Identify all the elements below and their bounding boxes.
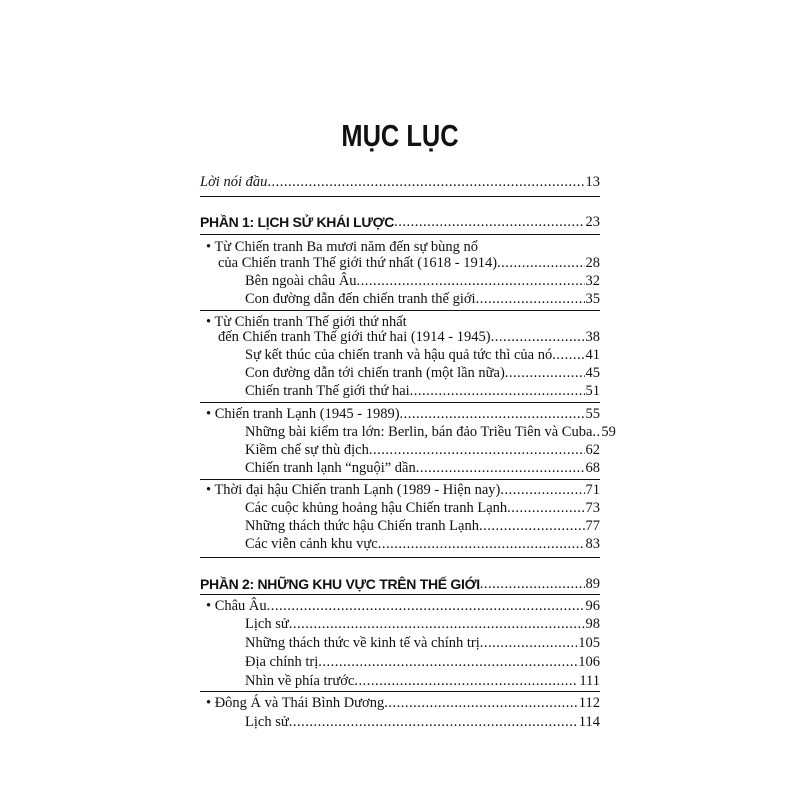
toc-subentry	[245, 499, 600, 517]
toc-subentry	[245, 634, 600, 652]
toc-page-number: 38	[585, 329, 600, 345]
toc-page-number: 106	[578, 654, 600, 670]
toc-subentry	[245, 441, 600, 459]
toc-entry-label: Chiến tranh Thế giới thứ hai	[245, 383, 410, 399]
toc-entry-label: Chiến tranh lạnh “nguội” dần	[245, 460, 416, 476]
divider	[200, 234, 600, 235]
toc-entry-preface	[200, 173, 600, 191]
toc-section-2	[218, 328, 600, 346]
toc-entry-label: Lời nói đầu	[200, 174, 268, 190]
leader-dots	[318, 653, 577, 671]
toc-page-number: 73	[585, 500, 600, 516]
toc-entry-label: Lịch sử	[245, 714, 289, 730]
toc-page	[200, 0, 616, 807]
toc-entry-label: Kiềm chế sự thù địch	[245, 442, 369, 458]
part-heading: PHẦN 1: LỊCH SỬ KHÁI LƯỢC	[200, 214, 395, 230]
toc-page-number: 45	[585, 365, 600, 381]
toc-page-number: 62	[585, 442, 600, 458]
toc-part-2	[200, 575, 600, 593]
divider	[200, 594, 600, 595]
toc-entry-label: • Chiến tranh Lạnh (1945 - 1989)	[206, 406, 400, 422]
toc-subentry	[245, 615, 600, 633]
toc-entry-label: Con đường dẫn đến chiến tranh thế giới	[245, 291, 476, 307]
toc-section-heading: • Từ Chiến tranh Ba mươi năm đến sự bùng nổ	[206, 239, 479, 255]
leader-dots	[497, 254, 584, 272]
toc-page-number: 28	[585, 255, 600, 271]
toc-page-number: 68	[585, 460, 600, 476]
toc-subentry	[245, 672, 600, 690]
toc-page-number: 83	[585, 536, 600, 552]
toc-entry-label: Những bài kiểm tra lớn: Berlin, bán đảo Triều Tiên và Cuba	[245, 424, 593, 440]
divider	[200, 310, 600, 311]
leader-dots	[369, 441, 585, 459]
toc-page-number: 51	[585, 383, 600, 399]
leader-dots	[480, 575, 585, 593]
leader-dots	[354, 672, 578, 690]
toc-subentry	[245, 346, 600, 364]
toc-subentry	[245, 653, 600, 671]
leader-dots	[289, 713, 578, 731]
toc-page-number: 77	[585, 518, 600, 534]
toc-entry-label: • Thời đại hậu Chiến tranh Lạnh (1989 - Hiện nay)	[206, 482, 501, 498]
toc-page-number: 96	[585, 598, 600, 614]
toc-entry-label: Sự kết thúc của chiến tranh và hậu quả tức thì của nó	[245, 347, 553, 363]
leader-dots	[500, 481, 584, 499]
toc-entry-label: • Châu Âu	[206, 598, 267, 614]
toc-section-3	[206, 405, 600, 423]
toc-page-number: 111	[579, 673, 600, 689]
divider	[200, 691, 600, 692]
toc-entry-label: Con đường dẫn tới chiến tranh (một lần nữa)	[245, 365, 505, 381]
toc-subentry	[245, 535, 600, 553]
toc-page-number: 98	[585, 616, 600, 632]
toc-page-number: 71	[585, 482, 600, 498]
toc-entry-label: Lịch sử	[245, 616, 289, 632]
leader-dots	[289, 615, 585, 633]
toc-page-number: 105	[578, 635, 600, 651]
toc-subentry	[245, 272, 600, 290]
toc-section-europe	[206, 597, 600, 615]
leader-dots	[592, 423, 600, 441]
toc-entry-label: Nhìn về phía trước	[245, 673, 355, 689]
leader-dots	[416, 459, 585, 477]
toc-page-number: 89	[585, 576, 600, 592]
toc-entry-label: Địa chính trị	[245, 654, 319, 670]
divider	[200, 557, 600, 558]
leader-dots	[552, 346, 584, 364]
leader-dots	[479, 517, 585, 535]
toc-entry-label: Những thách thức về kinh tế và chính trị	[245, 635, 480, 651]
toc-subentry	[245, 713, 600, 731]
toc-subentry	[245, 382, 600, 400]
leader-dots	[410, 382, 585, 400]
leader-dots	[476, 290, 585, 308]
leader-dots	[267, 597, 585, 615]
divider	[200, 479, 600, 480]
toc-part-1	[200, 213, 600, 231]
toc-page-number: 23	[585, 214, 600, 230]
leader-dots	[507, 499, 584, 517]
toc-entry-label: của Chiến tranh Thế giới thứ nhất (1618 - 1914)	[218, 255, 498, 271]
page-title: MỤC LỤC	[341, 118, 459, 153]
toc-subentry	[245, 423, 616, 441]
toc-entry-label: Các cuộc khủng hoảng hậu Chiến tranh Lạnh	[245, 500, 508, 516]
leader-dots	[378, 535, 585, 553]
leader-dots	[480, 634, 577, 652]
toc-section-heading: • Từ Chiến tranh Thế giới thứ nhất	[206, 314, 407, 330]
toc-page-number: 55	[585, 406, 600, 422]
toc-page-number: 112	[578, 695, 600, 711]
toc-subentry	[245, 290, 600, 308]
leader-dots	[491, 328, 585, 346]
toc-page-number: 35	[585, 291, 600, 307]
leader-dots	[384, 694, 578, 712]
toc-entry-label: Các viễn cảnh khu vực	[245, 536, 378, 552]
toc-subentry	[245, 517, 600, 535]
toc-entry-label: • Đông Á và Thái Bình Dương	[206, 695, 385, 711]
toc-page-number: 114	[578, 714, 600, 730]
toc-subentry	[245, 459, 600, 477]
toc-subentry	[245, 364, 600, 382]
toc-entry-label: Bên ngoài châu Âu	[245, 273, 357, 289]
toc-entry-label: Những thách thức hậu Chiến tranh Lạnh	[245, 518, 479, 534]
leader-dots	[505, 364, 585, 382]
toc-page-number: 13	[585, 174, 600, 190]
leader-dots	[267, 173, 584, 191]
part-heading: PHẦN 2: NHỮNG KHU VỰC TRÊN THẾ GIỚI	[200, 576, 480, 592]
leader-dots	[394, 213, 584, 231]
toc-page-number: 32	[585, 273, 600, 289]
leader-dots	[357, 272, 585, 290]
toc-page-number: 59	[601, 424, 616, 440]
divider	[200, 402, 600, 403]
toc-section-4	[206, 481, 600, 499]
leader-dots	[400, 405, 585, 423]
toc-section-east-asia	[206, 694, 600, 712]
toc-entry-label: đến Chiến tranh Thế giới thứ hai (1914 - 1945)	[218, 329, 491, 345]
toc-section-1	[218, 254, 600, 272]
divider	[200, 196, 600, 197]
toc-page-number: 41	[585, 347, 600, 363]
